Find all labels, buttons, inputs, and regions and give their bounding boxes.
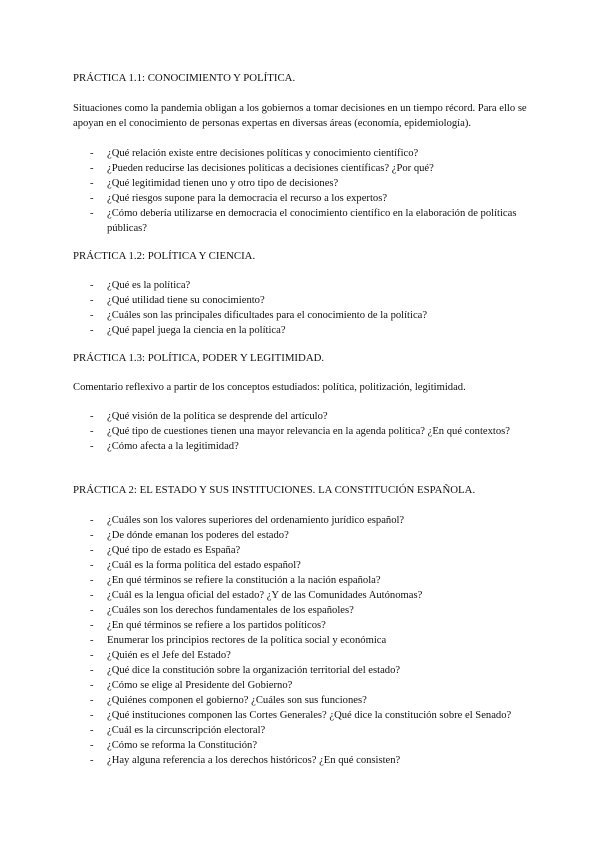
list-item: - ¿Qué visión de la política se desprende del artículo?: [0, 409, 527, 424]
section-heading-1-2: PRÁCTICA 1.2: POLÍTICA Y CIENCIA.: [73, 250, 256, 262]
list-item: - ¿Quién es el Jefe del Estado?: [0, 648, 527, 663]
section-heading-2: PRÁCTICA 2: EL ESTADO Y SUS INSTITUCIONES. LA CONSTITUCIÓN ESPAÑOLA.: [73, 484, 476, 496]
list-item: - ¿Cuál es la circunscripción electoral?: [0, 723, 527, 738]
list-item: - ¿En qué términos se refiere la constitución a la nación española?: [0, 573, 527, 588]
list-item: - ¿Qué relación existe entre decisiones políticas y conocimiento científico?: [0, 146, 527, 161]
list-item: - ¿Qué papel juega la ciencia en la política?: [0, 323, 527, 338]
question-list-2: [0, 513, 600, 768]
list-item: - ¿De dónde emanan los poderes del estado?: [0, 528, 527, 543]
list-item: - ¿Cuáles son los valores superiores del ordenamiento jurídico español?: [0, 513, 527, 528]
list-item: - ¿Qué utilidad tiene su conocimiento?: [0, 293, 527, 308]
list-item: - ¿Qué riesgos supone para la democracia el recurso a los expertos?: [0, 191, 527, 206]
list-item: - ¿Qué tipo de estado es España?: [0, 543, 527, 558]
question-list-1-3: [0, 409, 600, 454]
list-item: - ¿Pueden reducirse las decisiones políticas a decisiones científicas? ¿Por qué?: [0, 161, 527, 176]
list-item: - ¿Qué tipo de cuestiones tienen una mayor relevancia en la agenda política? ¿En qué contextos?: [0, 424, 527, 439]
list-item: - ¿Cómo afecta a la legitimidad?: [0, 439, 527, 454]
list-item: - ¿Quiénes componen el gobierno? ¿Cuáles son sus funciones?: [0, 693, 527, 708]
list-item: - ¿Qué dice la constitución sobre la organización territorial del estado?: [0, 663, 527, 678]
list-item: - ¿Cómo debería utilizarse en democracia el conocimiento científico en la elaboración de políticas públicas?: [0, 206, 527, 236]
list-item: - ¿Qué instituciones componen las Cortes Generales? ¿Qué dice la constitución sobre el Senado?: [0, 708, 527, 723]
list-item: - ¿Hay alguna referencia a los derechos históricos? ¿En qué consisten?: [0, 753, 527, 768]
list-item: - ¿Cómo se elige al Presidente del Gobierno?: [0, 678, 527, 693]
section-heading-1-1: PRÁCTICA 1.1: CONOCIMIENTO Y POLÍTICA.: [73, 72, 296, 84]
list-item: - ¿Cuál es la forma política del estado español?: [0, 558, 527, 573]
list-item: - ¿Qué es la política?: [0, 278, 527, 293]
list-item: - Enumerar los principios rectores de la política social y económica: [0, 633, 527, 648]
section-intro-1-3: Comentario reflexivo a partir de los conceptos estudiados: política, politización, legitimidad.: [73, 382, 466, 393]
list-item: - ¿Cuáles son las principales dificultades para el conocimiento de la política?: [0, 308, 527, 323]
list-item: - ¿En qué términos se refiere a los partidos políticos?: [0, 618, 527, 633]
list-item: - ¿Cuál es la lengua oficial del estado? ¿Y de las Comunidades Autónomas?: [0, 588, 527, 603]
list-item: - ¿Cuáles son los derechos fundamentales de los españoles?: [0, 603, 527, 618]
section-intro-1-1: Situaciones como la pandemia obligan a los gobiernos a tomar decisiones en un tiempo récord. Para ello se apoyan en el conocimiento de personas expertas en diversas áreas (economía, epidemiología).: [73, 103, 527, 129]
section-heading-1-3: PRÁCTICA 1.3: POLÍTICA, PODER Y LEGITIMIDAD.: [73, 352, 325, 364]
list-item: - ¿Cómo se reforma la Constitución?: [0, 738, 527, 753]
list-item: - ¿Qué legitimidad tienen uno y otro tipo de decisiones?: [0, 176, 527, 191]
question-list-1-1: [0, 146, 600, 236]
question-list-1-2: [0, 278, 600, 338]
